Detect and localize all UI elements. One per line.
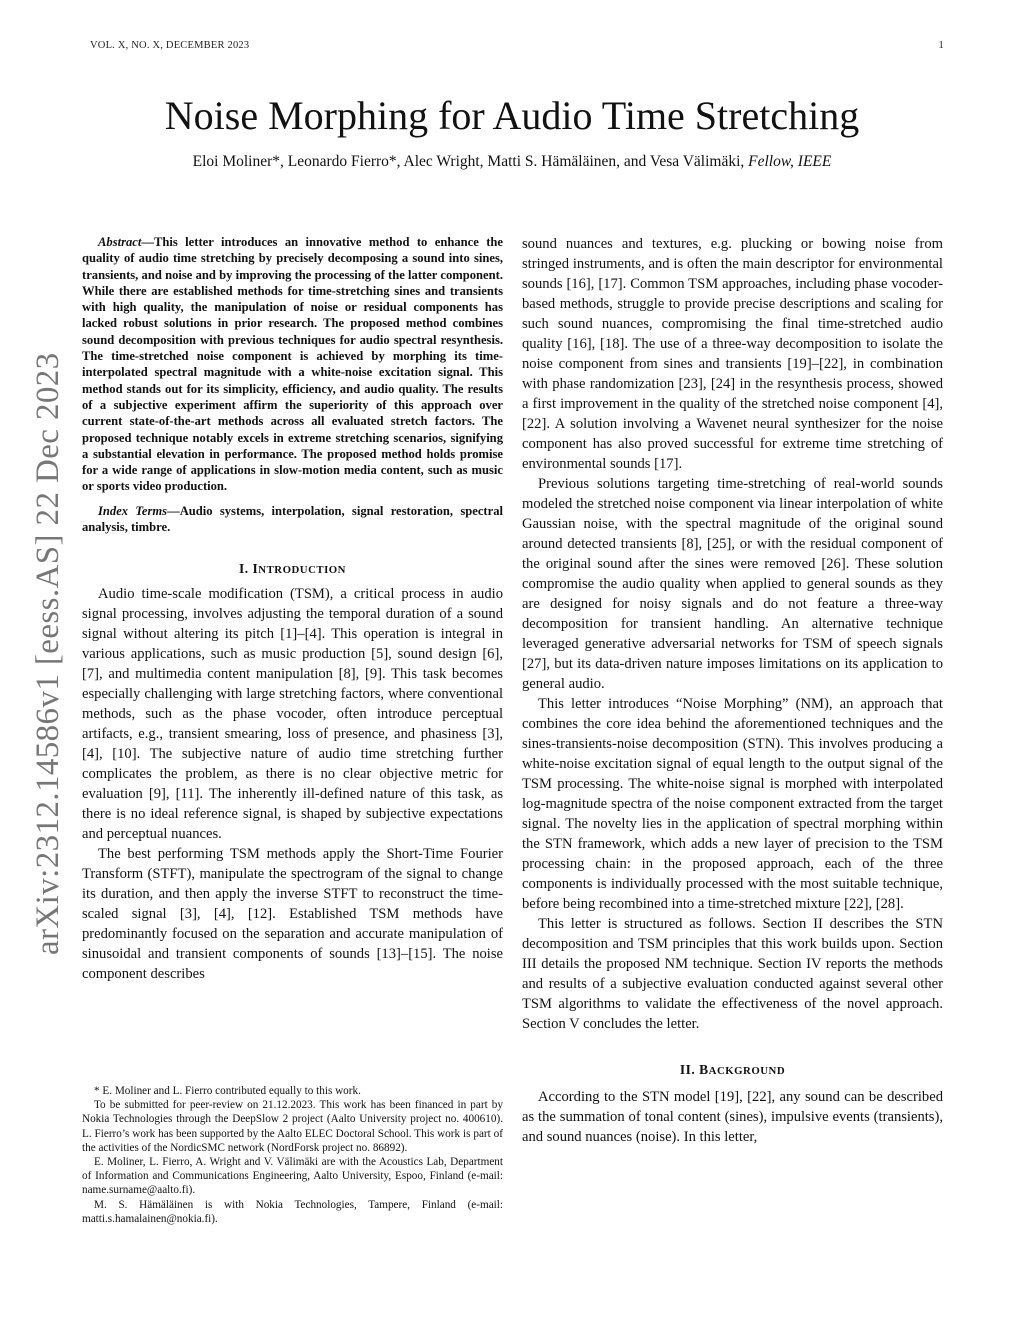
paragraph: Audio time-scale modification (TSM), a critical process in audio signal processing, involves adjusting the temporal duration of a sound signal without altering its pitch [1]–[4]. This operation is integral in various applications, such as music production [5], sound design [6], [7], and multimedia content manipulation [8], [9]. This task becomes especially challenging with large stretching factors, where conventional methods, such as the phase vocoder, often introduce perceptual artifacts, e.g., transient smearing, loss of presence, and phasiness [3], [4], [10]. The subjective nature of audio time stretching further complicates the problem, as there is no clear objective metric for evaluation [9], [11]. The inherently ill-defined nature of this task, as there is no ideal reference signal, is shaped by subjective expectations and perceptual nuances. [82,586,503,843]
paper-title: Noise Morphing for Audio Time Stretching [164,93,860,138]
section-heading-introduction: I. INTRODUCTION [239,561,346,577]
section-heading-background: II. BACKGROUND [679,1062,786,1077]
left-column [82,234,503,984]
footnote: M. S. Hämäläinen is with Nokia Technologies, Tampere, Finland (e-mail: matti.s.hamalainen@nokia.fi). [82,1198,503,1225]
abstract-text: —This letter introduces an innovative method to enhance the quality of audio time stretching by precisely decomposing a sound into sines, transients, and noise and by improving the processing of the latter component. While there are established methods for time-stretching sines and transients with high quality, the manipulation of noise or residual components has lacked robust solutions in prior research. The proposed method combines sound decomposition with previous techniques for audio spectral resynthesis. The time-stretched noise component is achieved by morphing its time-interpolated spectral magnitude with a white-noise excitation signal. This method stands out for its simplicity, efficiency, and audio quality. The results of a subjective experiment affirm the superiority of this approach over current state-of-the-art methods across all evaluated stretch factors. The proposed technique notably excels in extreme stretching scenarios, signifying a substantial elevation in performance. The proposed method holds promise for a wide range of applications in slow-motion media content, such as music or sports video production. [82,235,503,494]
page-number: 1 [938,40,944,51]
paragraph: sound nuances and textures, e.g. plucking or bowing noise from stringed instruments, and is often the main descriptor for environmental sounds [16], [17]. Common TSM approaches, including phase vocoder-based methods, struggle to provide precise descriptions and scaling for such sound nuances, compromising the final time-stretched audio quality [16], [18]. The use of a three-way decomposition to isolate the noise component from sines and transients [19]–[22], in combination with phase randomization [23], [24] in the resynthesis process, showed a first improvement in the quality of the stretched noise component [4], [22]. A solution involving a Wavenet neural synthesizer for the noise component has also proved successful for extreme time stretching of environmental sounds [17]. [522,236,943,472]
index-terms [82,503,503,536]
footnotes [82,1084,503,1226]
abstract-label: Abstract [98,235,142,249]
author-list [0,152,1024,172]
author-names: Eloi Moliner*, Leonardo Fierro*, Alec Wright, Matti S. Hämäläinen, and Vesa Välimäki, [192,153,745,170]
abstract [82,234,503,495]
footnote: To be submitted for peer-review on 21.12.2023. This work has been financed in part by Nokia Technologies through the DeepSlow 2 project (Aalto University project no. 400610). L. Fierro’s work has been supported by the Aalto ELEC Doctoral School. This work is part of the activities of the NordicSMC network (NordForsk project no. 86892). [82,1099,503,1154]
arxiv-stamp: arXiv:2312.14586v1 [eess.AS] 22 Dec 2023 [30,352,66,955]
index-terms-text: —Audio systems, interpolation, signal restoration, spectral analysis, timbre. [82,503,503,535]
footnote: E. Moliner, L. Fierro, A. Wright and V. Välimäki are with the Acoustics Lab, Department of Information and Communications Engineering, Aalto University, Espoo, Finland (e-mail: name.surname@aalto.fi). [82,1156,503,1197]
footnote: * E. Moliner and L. Fierro contributed equally to this work. [94,1085,361,1097]
paragraph: This letter is structured as follows. Section II describes the STN decomposition and TSM principles that this work builds upon. Section III details the proposed NM technique. Section IV reports the methods and results of a subjective evaluation conducted against several other TSM algorithms to validate the effectiveness of the novel approach. Section V concludes the letter. [522,916,943,1032]
paragraph: The best performing TSM methods apply the Short-Time Fourier Transform (STFT), manipulate the spectrogram of the signal to change its duration, and then apply the inverse STFT to reconstruct the time-scaled signal [3], [4], [12]. Established TSM methods have predominantly focused on the separation and accurate manipulation of sinusoidal and transient components of sounds [13]–[15]. The noise component describes [82,846,503,983]
journal-volume: VOL. X, NO. X, DECEMBER 2023 [90,40,250,51]
paragraph: Previous solutions targeting time-stretching of real-world sounds modeled the stretched noise component via linear interpolation of white Gaussian noise, with the spectral magnitude of the original sound around detected transients [8], [25], or with the residual component of the original sound after the sines were removed [26]. These solution compromise the audio quality when applied to general sounds as they are designed for noisy signals and do not feature a three-way decomposition for transient handling. An alternative technique leveraged generative adversarial networks for TSM of speech signals [27], but its data-driven nature imposes limitations on its application to general audio. [522,476,943,692]
right-column [522,234,943,1147]
author-fellow: Fellow, IEEE [748,153,832,170]
paragraph: This letter introduces “Noise Morphing” (NM), an approach that combines the core idea behind the aforementioned techniques and the sines-transients-noise decomposition (STN). This involves producing a white-noise excitation signal of equal length to the output signal of the TSM processing. The white-noise signal is morphed with interpolated log-magnitude spectra of the noise component extracted from the target signal. The novelty lies in the application of spectral morphing within the STN framework, which adds a new layer of precision to the TSM processing chain: in the proposed approach, each of the three components is individually processed with the most suitable technique, before being recombined into a time-stretched mixture [22], [28]. [522,696,943,912]
running-head [90,40,944,56]
index-terms-label: Index Terms [98,503,168,518]
paragraph: According to the STN model [19], [22], any sound can be described as the summation of tonal content (sines), impulsive events (transients), and sound nuances (noise). In this letter, [522,1089,943,1145]
